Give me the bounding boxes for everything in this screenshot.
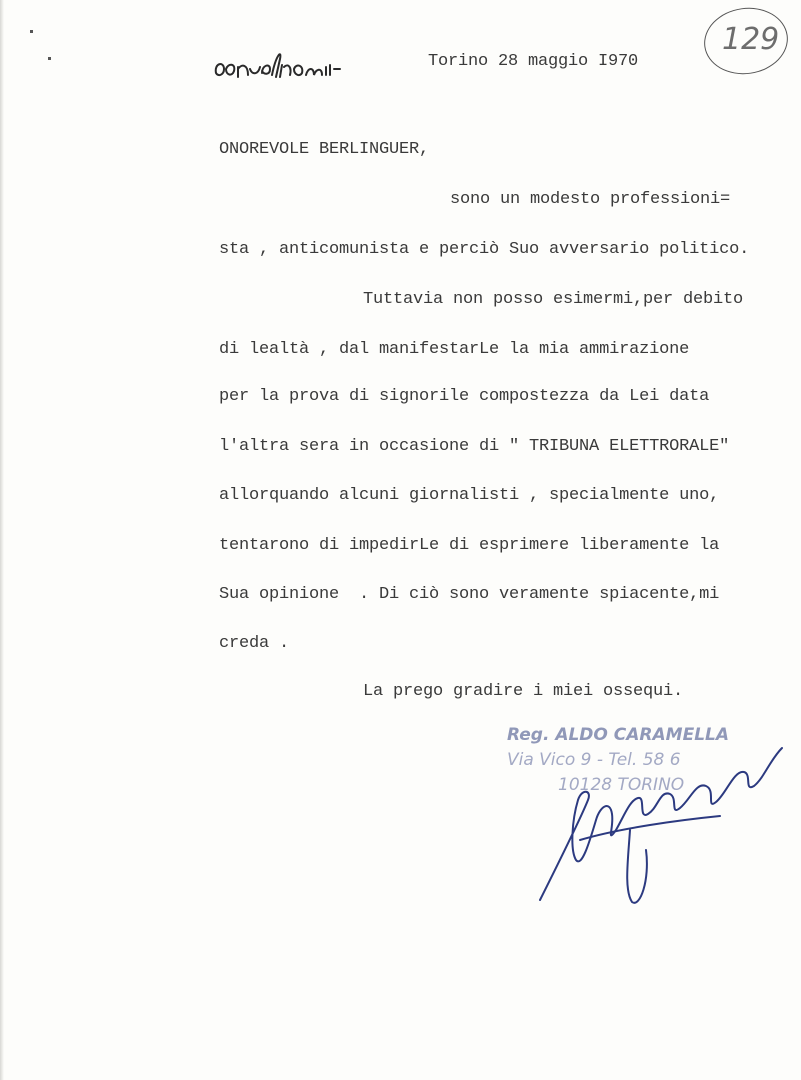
stamp-line-3: 10128 TORINO [558, 775, 685, 795]
body-line-8: tentarono di impedirLe di esprimere liberamente la [219, 536, 720, 555]
stamp-line-2: Via Vico 9 - Tel. 58 6 [507, 750, 681, 770]
body-line-2: sta , anticomunista e perciò Suo avversario politico. [219, 240, 750, 259]
paper-speck [30, 30, 33, 33]
handwritten-note [210, 45, 360, 90]
body-line-1: sono un modesto professioni= [450, 190, 731, 209]
body-line-9: Sua opinione . Di ciò sono veramente spiacente,mi [219, 585, 720, 604]
body-line-5: per la prova di signorile compostezza da Lei data [219, 387, 710, 406]
closing: La prego gradire i miei ossequi. [363, 682, 684, 701]
body-line-6: l'altra sera in occasione di " TRIBUNA ELETTRORALE" [219, 437, 730, 456]
paper-edge [0, 0, 4, 1080]
body-line-3: Tuttavia non posso esimermi,per debito [363, 290, 744, 309]
body-line-7: allorquando alcuni giornalisti , specialmente uno, [219, 486, 720, 505]
signature [520, 720, 800, 920]
body-line-4: di lealtà , dal manifestarLe la mia ammirazione [219, 340, 690, 359]
salutation: ONOREVOLE BERLINGUER, [219, 140, 430, 159]
body-line-10: creda . [219, 634, 290, 653]
paper-speck [48, 57, 51, 60]
place-date: Torino 28 maggio I970 [428, 52, 639, 71]
stamp-line-1: Reg. ALDO CARAMELLA [507, 725, 730, 745]
archive-number: 129 [722, 22, 780, 57]
